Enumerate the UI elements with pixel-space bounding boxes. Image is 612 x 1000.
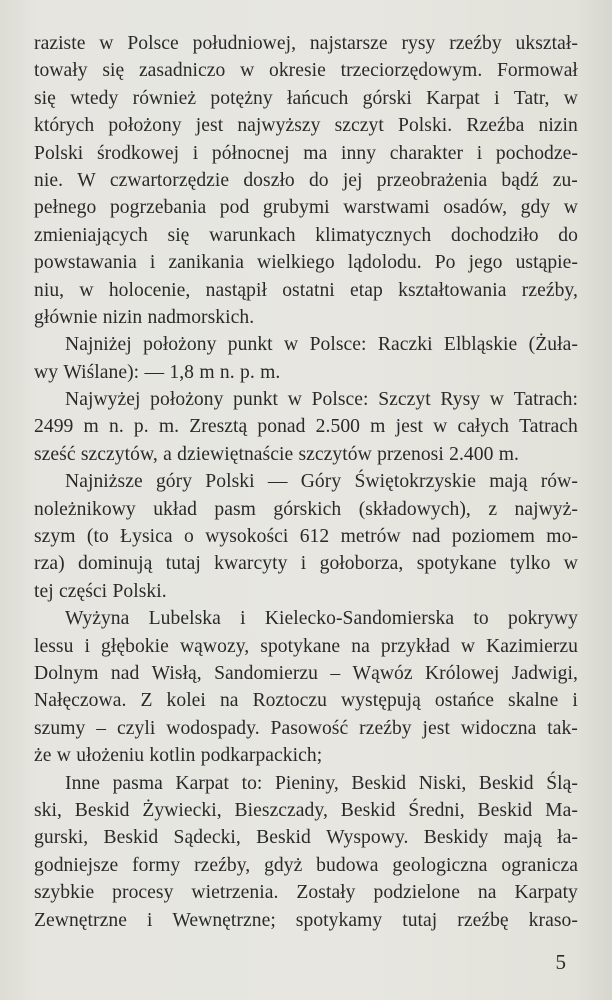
text-line: towały się zasadniczo w okresie trzeciorzędowym. Formował xyxy=(34,60,578,82)
text-line: Dolnym nad Wisłą, Sandomierzu – Wąwóz Królowej Jadwigi, xyxy=(34,662,578,684)
text-line: wy Wiślane): — 1,8 m n. p. m. xyxy=(34,361,281,383)
text-line: że w ułożeniu kotlin podkarpackich; xyxy=(34,745,323,767)
page-number: 5 xyxy=(555,950,566,974)
text-line: niu, w holocenie, nastąpił ostatni etap kształtowania rzeźby, xyxy=(34,279,578,301)
text-line: głównie nizin nadmorskich. xyxy=(34,306,255,328)
text-line: powstawania i zanikania wielkiego lądolodu. Po jego ustąpie- xyxy=(34,252,578,274)
text-line: Nałęczowa. Z kolei na Roztoczu występują ostańce skalne i xyxy=(34,690,578,712)
text-line: gurski, Beskid Sądecki, Beskid Wyspowy. Beskidy mają ła- xyxy=(34,827,578,849)
text-line: noleżnikowy układ pasm górskich (składowych), z najwyż- xyxy=(34,498,578,520)
text-line: sześć szczytów, a dziewiętnaście szczytów przenosi 2.400 m. xyxy=(34,443,520,465)
body-text xyxy=(34,30,578,934)
text-line: Najniższe góry Polski — Góry Świętokrzyskie mają rów- xyxy=(65,471,578,493)
text-line: Najniżej położony punkt w Polsce: Raczki Elbląskie (Żuła- xyxy=(65,334,578,356)
text-line: ski, Beskid Żywiecki, Bieszczady, Beskid Średni, Beskid Ma- xyxy=(34,799,578,821)
text-line: Najwyżej położony punkt w Polsce: Szczyt Rysy w Tatrach: xyxy=(65,389,578,411)
text-line: rza) dominują tutaj kwarcyty i gołoborza, spotykane tylko w xyxy=(34,553,578,575)
text-line: Wyżyna Lubelska i Kielecko-Sandomierska to pokrywy xyxy=(65,608,578,630)
text-line: 2499 m n. p. m. Zresztą ponad 2.500 m jest w całych Tatrach xyxy=(34,416,578,438)
text-line: Polski środkowej i północnej ma inny charakter i pochodze- xyxy=(34,142,578,164)
text-line: raziste w Polsce południowej, najstarsze rysy rzeźby ukształ- xyxy=(34,33,578,54)
text-line: Zewnętrzne i Wewnętrzne; spotykamy tutaj rzeźbę kraso- xyxy=(34,909,578,931)
text-line: Inne pasma Karpat to: Pieniny, Beskid Niski, Beskid Ślą- xyxy=(65,772,578,794)
text-line: szym (to Łysica o wysokości 612 metrów nad poziomem mo- xyxy=(34,526,578,548)
text-line: zmieniających się warunkach klimatycznych dochodziło do xyxy=(34,224,578,246)
text-line: tej części Polski. xyxy=(34,580,167,602)
text-line: lessu i głębokie wąwozy, spotykane na przykład w Kazimierzu xyxy=(34,635,578,657)
text-line: pełnego pogrzebania pod grubymi warstwami osadów, gdy w xyxy=(34,197,578,219)
text-line: których położony jest najwyższy szczyt Polski. Rzeźba nizin xyxy=(34,115,578,137)
text-line: się wtedy również potężny łańcuch górski Karpat i Tatr, w xyxy=(34,87,578,109)
text-line: nie. W czwartorzędzie doszło do jej przeobrażenia bądź zu- xyxy=(34,169,578,191)
text-line: szumy – czyli wodospady. Pasowość rzeźby jest widoczna tak- xyxy=(34,717,578,739)
text-line: szybkie procesy wietrzenia. Zostały podzielone na Karpaty xyxy=(34,882,578,904)
text-line: godniejsze formy rzeźby, gdyż budowa geologiczna ogranicza xyxy=(34,854,578,876)
